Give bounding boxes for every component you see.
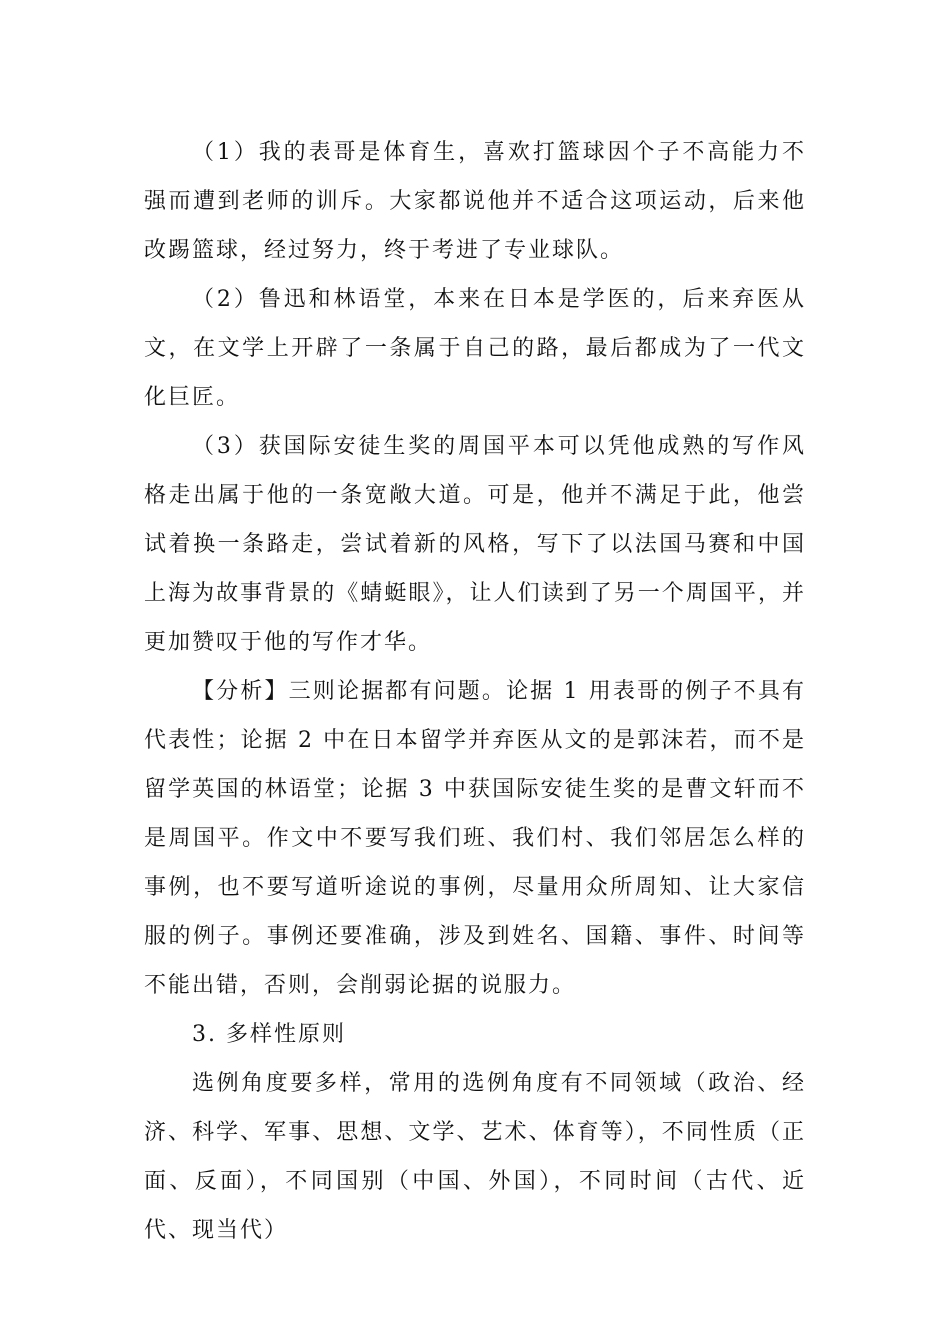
section-heading: 3. 多样性原则: [192, 1022, 346, 1047]
example-paragraph-1: （1）我的表哥是体育生，喜欢打篮球因个子不高能力不强而遭到老师的训斥。大家都说他并不适合这项运动，后来他改踢篮球，经过努力，终于考进了专业球队。: [144, 140, 806, 263]
diversity-principle-paragraph: 选例角度要多样，常用的选例角度有不同领域（政治、经济、科学、军事、思想、文学、艺术、体育等），不同性质（正面、反面），不同国别（中国、外国），不同时间（古代、近代、现当代）: [144, 1071, 806, 1243]
example-paragraph-2: （2）鲁迅和林语堂，本来在日本是学医的，后来弃医从文，在文学上开辟了一条属于自己的路，最后都成为了一代文化巨匠。: [144, 287, 806, 410]
document-body: [144, 128, 806, 1255]
analysis-paragraph: 【分析】三则论据都有问题。论据 1 用表哥的例子不具有代表性；论据 2 中在日本留学并弃医从文的是郭沫若，而不是留学英国的林语堂；论据 3 中获国际安徒生奖的是曹文轩而不是周国平。作文中不要写我们班、我们村、我们邻居怎么样的事例，也不要写道听途说的事例，尽量用众所周知、让大家信服的例子。事例还要准确，涉及到姓名、国籍、事件、时间等不能出错，否则，会削弱论据的说服力。: [144, 679, 806, 998]
example-paragraph-3: （3）获国际安徒生奖的周国平本可以凭他成熟的写作风格走出属于他的一条宽敞大道。可是，他并不满足于此，他尝试着换一条路走，尝试着新的风格，写下了以法国马赛和中国上海为故事背景的《蜻蜓眼》，让人们读到了另一个周国平，并更加赞叹于他的写作才华。: [144, 434, 806, 655]
